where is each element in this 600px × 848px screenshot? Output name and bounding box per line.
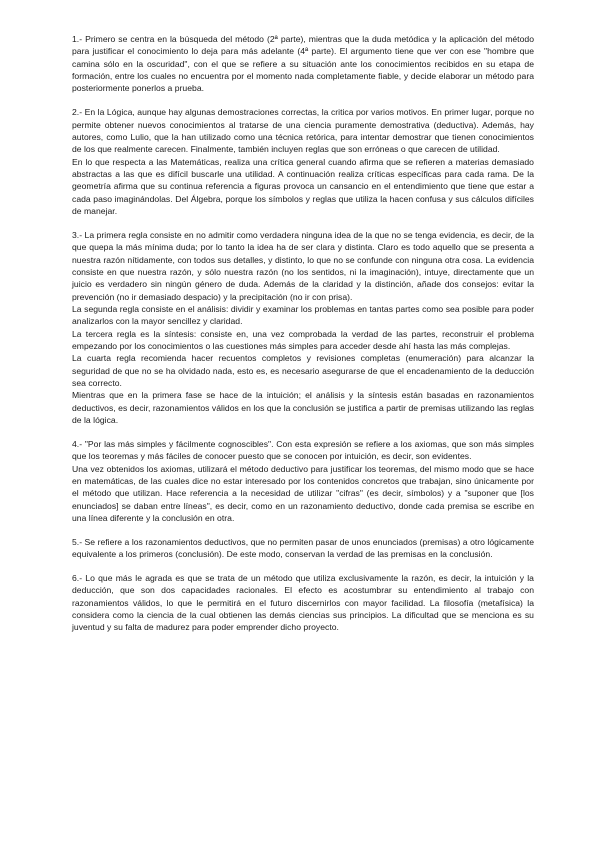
answer-2 <box>72 106 534 217</box>
answer-3 <box>72 229 534 427</box>
paragraph: Mientras que en la primera fase se hace de la intuición; el análisis y la síntesis están basadas en razonamientos deductivos, es decir, razonamientos válidos en los que la conclusión se justifica a partir de premisas utilizando las reglas de la lógica. <box>72 390 534 425</box>
paragraph: La cuarta regla recomienda hacer recuentos completos y revisiones completas (enumeración) para alcanzar la seguridad de que no se ha olvidado nada, esto es, es necesario asegurarse de que el encadenamiento de la deducción sea correcto. <box>72 353 534 388</box>
paragraph: 4.- "Por las más simples y fácilmente cognoscibles". Con esta expresión se refiere a los axiomas, que son más simples que los teoremas y más fáciles de conocer puesto que se conocen por intuición, es decir, son evidentes. <box>72 438 534 462</box>
paragraph: 6.- Lo que más le agrada es que se trata de un método que utiliza exclusivamente la razón, es decir, la intuición y la deducción, que son dos capacidades racionales. El efecto es acostumbrar su entendimiento al trabajo con razonamientos válidos, lo que le permitirá en el futuro discernirlos con mayor facilidad. La filosofía (metafísica) la considera como la ciencia de la cual obtienen las demás ciencias sus principios. La dificultad que se menciona es su juventud y su falta de madurez para poder emprender dicho proyecto. <box>72 572 534 633</box>
paragraph: 3.- La primera regla consiste en no admitir como verdadera ninguna idea de la que no se tenga evidencia, es decir, de la que quepa la más mínima duda; por lo tanto la idea ha de ser clara y distinta. Claro es todo aquello que se presenta a nuestra razón nítidamente, con todos sus detalles, y distinto, lo que no se confunde con ninguna otra cosa. La evidencia consiste en que nuestra razón, y sólo nuestra razón (no los sentidos, ni la imaginación), intuye, directamente que un juicio es verdadero sin ningún género de duda. Además de la claridad y la distinción, añade dos consejos: evitar la prevención (no ir demasiado despacio) y la precipitación (no ir con prisa). <box>72 229 534 302</box>
paragraph: Una vez obtenidos los axiomas, utilizará el método deductivo para justificar los teoremas, del mismo modo que se hace en matemáticas, de las cuales dice no estar interesado por los contenidos concretos que trabajan, sino únicamente por el método que utilizan. Hace referencia a la necesidad de utilizar "cifras" (es decir, símbolos) y a "suponer que [los enunciados] se daban entre líneas", es decir, como en un razonamiento deductivo, donde cada premisa se escribe en una línea diferente y la conclusión en otra. <box>72 463 534 523</box>
answer-6 <box>72 572 534 634</box>
answer-4 <box>72 438 534 524</box>
paragraph: La segunda regla consiste en el análisis: dividir y examinar los problemas en tantas partes como sea posible para poder analizarlos con la mayor sencillez y claridad. <box>72 303 534 327</box>
paragraph: En lo que respecta a las Matemáticas, realiza una crítica general cuando afirma que se refieren a materias demasiado abstractas a las que es difícil buscarle una utilidad. A continuación realiza críticas específicas para cada rama. De la geometría afirma que su continua referencia a figuras provoca un cansancio en el entendimiento que tiene que estar a cada paso imaginándolas. Del Álgebra, porque los símbolos y reglas que utiliza la hacen confusa y sus cálculos difíciles de manejar. <box>72 156 534 216</box>
paragraph: La tercera regla es la síntesis: consiste en, una vez comprobada la verdad de las partes, reconstruir el problema empezando por los conocimientos o las cuestiones más simples para acceder desde ahí hasta las más complejas. <box>72 328 534 351</box>
answer-1 <box>72 33 534 95</box>
paragraph: 5.- Se refiere a los razonamientos deductivos, que no permiten pasar de unos enunciados (premisas) a otro lógicamente equivalente a los primeros (conclusión). De este modo, conservan la verdad de las premisas en la conclusión. <box>72 536 534 560</box>
answer-5 <box>72 536 534 561</box>
paragraph: 1.- Primero se centra en la búsqueda del método (2ª parte), mientras que la duda metódica y la aplicación del método para justificar el conocimiento lo deja para más adelante (4ª parte). El argumento tiene que ver con ese "hombre que camina sólo en la oscuridad", con el que se refiere a su situación ante los conocimientos recibidos en su etapa de formación, entre los cuales no encuentra por el momento nada completamente fiable, y decide elaborar un método para posteriormente ponerlos a prueba. <box>72 34 534 94</box>
paragraph: 2.- En la Lógica, aunque hay algunas demostraciones correctas, la critica por varios motivos. En primer lugar, porque no permite obtener nuevos conocimientos al tratarse de una ciencia puramente demostrativa (deductiva). Además, hay autores, como Lulio, que la han utilizado como una técnica retórica, para intentar demostrar que tienen conocimientos de los que realmente carecen. Finalmente, también incluyen reglas que son erróneas o que carecen de utilidad. <box>72 107 534 155</box>
